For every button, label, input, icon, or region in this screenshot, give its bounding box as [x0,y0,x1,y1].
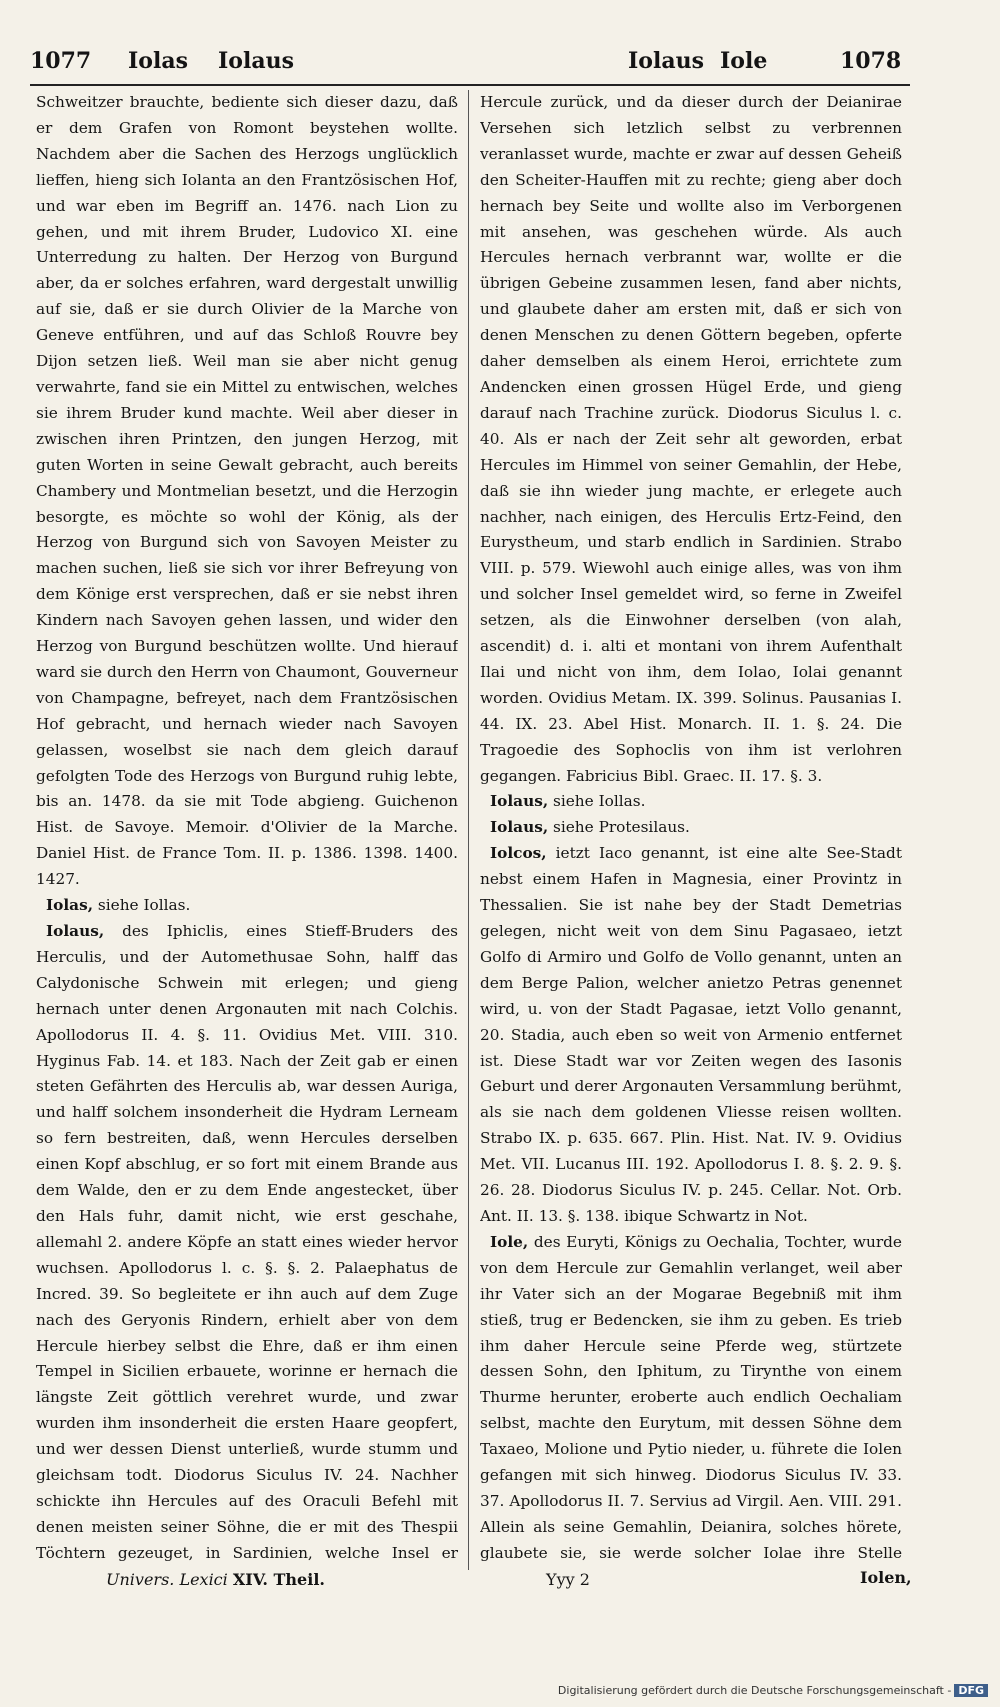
credit-text: Digitalisierung gefördert durch die Deutsche Forschungsgemeinschaft - [557,1684,952,1697]
dictionary-entry [480,789,902,815]
entry-text: siehe Protesilaus. [548,818,690,837]
entry-lemma: Iolaus, [490,818,549,837]
entry-text: ietzt Iaco genannt, ist eine alte See-Stadt nebst einem Hafen in Magnesia, einer Provintz in Thessalien. Sie ist nahe bey der Stadt Demetrias gelegen, nicht weit von dem Sinu Pagasaeo, ietzt Golfo di Armiro und Golfo de Vollo genannt, unten an dem Berge Palion, welcher anietzo Petras genennet wird, u. von der Stadt Pagasae, ietzt Vollo genannt, 20. Stadia, auch eben so weit von Armenio entfernet ist. Diese Stadt war vor Zeiten wegen des Iasonis Geburt und derer Argonauten Versammlung berühmt, als sie nach dem goldenen Vliesse reisen wollten. Strabo IX. p. 635. 667. Plin. Hist. Nat. IV. 9. Ovidius Met. VII. Lucanus III. 192. Apollodorus I. 8. §. 2. 9. §. 26. 28. Diodorus Siculus IV. p. 245. Cellar. Not. Orb. Ant. II. 13. §. 138. ibique Schwartz in Not. [480,844,902,1225]
entry-text: siehe Iollas. [548,792,646,811]
left-page-number: 1077 [30,48,92,74]
continued-text [36,90,458,893]
entry-lemma: Iolaus, [490,792,549,811]
signature-title: Univers. Lexici [106,1570,228,1589]
volume-number: XIV. Theil. [232,1570,325,1589]
entry-lemma: Iolcos, [490,844,547,863]
entry-text: des Euryti, Königs zu Oechalia, Tochter, wurde von dem Hercule zur Gemahlin verlanget, weil aber ihr Vater sich an der Mogarae Begebniß mit ihm stieß, trug er Bedencken, sie ihm zu geben. Es trieb ihm daher Hercule seine Pferde weg, stürtzete dessen Sohn, den Iphitum, zu Tirynthe von einem Thurme herunter, eroberte auch endlich Oechaliam selbst, machte den Eurytum, mit dessen Söhne dem Taxaeo, Molione und Pytio nieder, u. führete die Iolen gefangen mit sich hinweg. Diodorus Siculus IV. 33. 37. Apollodorus II. 7. Servius ad Virgil. Aen. VIII. 291. Allein als seine Gemahlin, Deianira, solches hörete, glaubete sie, sie werde solcher Iolae ihre Stelle [480,1232,902,1562]
right-head-word-1: Iolaus [628,48,704,74]
dictionary-entry [480,841,902,1230]
entry-lemma: Iolaus, [46,922,105,940]
dfg-logo: DFG [954,1684,988,1697]
right-head-word-2: Iole [720,48,768,74]
entry-lemma: Iolas, [46,896,94,915]
dictionary-entry [480,1230,902,1570]
footer-signature [106,1570,325,1589]
left-column [36,90,458,1570]
entry-text: des Iphiclis, eines Stieff-Bruders des Herculis, und der Automethusae Sohn, halff das Calydonische Schwein mit erlegen; und gieng hernach unter denen Argonauten mit nach Colchis. Apollodorus II. 4. §. 11. Ovidius Met. VIII. 310. Hyginus Fab. 14. et 183. Nach der Zeit gab er einen steten Gefährten des Herculis ab, war dessen Auriga, und halff solchem insonderheit die Hydram Lerneam so fern bestreiten, daß, wenn Hercules derselben einen Kopf abschlug, er so fort mit einem Brande aus dem Walde, den er zu dem Ende angestecket, über den Hals fuhr, damit nicht, wie erst geschahe, allemahl 2. andere Köpfe an statt eines wieder hervor wuchsen. Apollodorus l. c. §. §. 2. Palaephatus de Incred. 39. So begleitete er ihn auch auf dem Zuge nach des Geryonis Rindern, erhielt aber von dem Hercule hierbey selbst die Ehre, daß er ihm einen Tempel in Sicilien erbauete, worinne er hernach die längste Zeit göttlich verehret wurde, und zwar wurden ihm insonderheit die ersten Haare geopfert, und wer dessen Dienst unterließ, wurde stumm und gleichsam todt. Diodorus Siculus IV. 24. Nachher schickte ihn Hercules auf des Oraculi Befehl mit denen meisten seiner Söhne, die er mit des Thespii Töchtern gezeuget, in Sardinien, welche Insel er [36,922,458,1562]
entry-text: Schweitzer brauchte, bediente sich dieser dazu, daß er dem Grafen von Romont beystehen wollte. Nachdem aber die Sachen des Herzogs unglücklich lieffen, hieng sich Iolanta an den Frantzösischen Hof, und war eben im Begriff an. 1476. nach Lion zu gehen, und mit ihrem Bruder, Ludovico XI. eine Unterredung zu halten. Der Herzog von Burgund aber, da er solches erfahren, ward dergestalt unwillig auf sie, daß er sie durch Olivier de la Marche von Geneve entführen, und auf das Schloß Rouvre bey Dijon setzen ließ. Weil man sie aber nicht genug verwahrte, fand sie ein Mittel zu entwischen, welches sie ihrem Bruder kund machte. Weil aber dieser in zwischen ihren Printzen, den jungen Herzog, mit guten Worten in seine Gewalt gebracht, auch bereits Chambery und Montmelian besetzt, und die Herzogin besorgte, es möchte so wohl der König, als der Herzog von Burgund sich von Savoyen Meister zu machen suchen, ließ sie sich vor ihrer Befreyung von dem Könige erst versprechen, daß er sie nebst ihren Kindern nach Savoyen gehen lassen, und wider den Herzog von Burgund beschützen wollte. Und hierauf ward sie durch den Herrn von Chaumont, Gouverneur von Champagne, befreyet, nach dem Frantzösischen Hof gebracht, und hernach wieder nach Savoyen gelassen, woselbst sie nach dem gleich darauf gefolgten Tode des Herzogs von Burgund ruhig lebte, bis an. 1478. da sie mit Tode abgieng. Guichenon Hist. de Savoye. Memoir. d'Olivier de la Marche. Daniel Hist. de France Tom. II. p. 1386. 1398. 1400. 1427. [36,93,458,889]
left-head-word-1: Iolas [128,48,188,74]
dictionary-entry [36,919,458,1570]
entry-text: Hercule zurück, und da dieser durch der Deianirae Versehen sich letzlich selbst zu verbrennen veranlasset wurde, machte er zwar auf dessen Geheiß den Scheiter-Hauffen mit zu rechte; gieng aber doch hernach bey Seite und wollte also im Verborgenen mit ansehen, was geschehen würde. Als auch Hercules hernach verbrannt war, wollte er die übrigen Gebeine zusammen lesen, fand aber nichts, und glaubete daher am ersten mit, daß er sich von denen Menschen zu denen Göttern begeben, opferte daher demselben als einem Heroi, errichtete zum Andencken einen grossen Hügel Erde, und gieng darauf nach Trachine zurück. Diodorus Siculus l. c. 40. Als er nach der Zeit sehr alt geworden, erbat Hercules im Himmel von seiner Gemahlin, der Hebe, daß sie ihn wieder jung machte, er erlegete auch nachher, nach einigen, des Herculis Ertz-Feind, den Eurystheum, und starb endlich in Sardinien. Strabo VIII. p. 579. Wiewohl auch einige alles, was von ihm und solcher Insel gemeldet wird, so ferne in Zweifel setzen, als die Einwohner derselben (von alah, ascendit) d. i. alti et montani von ihrem Aufenthalt Ilai und nicht von ihm, dem Iolao, Iolai genannt worden. Ovidius Metam. IX. 399. Solinus. Pausanias I. 44. IX. 23. Abel Hist. Monarch. II. 1. §. 24. Die Tragoedie des Sophoclis von ihm ist verlohren gegangen. Fabricius Bibl. Graec. II. 17. §. 3. [480,93,902,785]
catchword: Iolen, [860,1568,912,1587]
running-header [30,48,910,82]
sheet-mark: Yyy 2 [546,1570,590,1589]
digitization-credit [558,1684,988,1697]
right-column [480,90,902,1570]
continued-text [480,90,902,789]
dictionary-entry [36,893,458,919]
left-head-word-2: Iolaus [218,48,294,74]
dictionary-entry [480,815,902,841]
header-rule [30,84,910,86]
column-divider [468,90,469,1570]
entry-lemma: Iole, [490,1232,529,1251]
entry-text: siehe Iollas. [93,896,191,915]
right-page-number: 1078 [840,48,902,74]
